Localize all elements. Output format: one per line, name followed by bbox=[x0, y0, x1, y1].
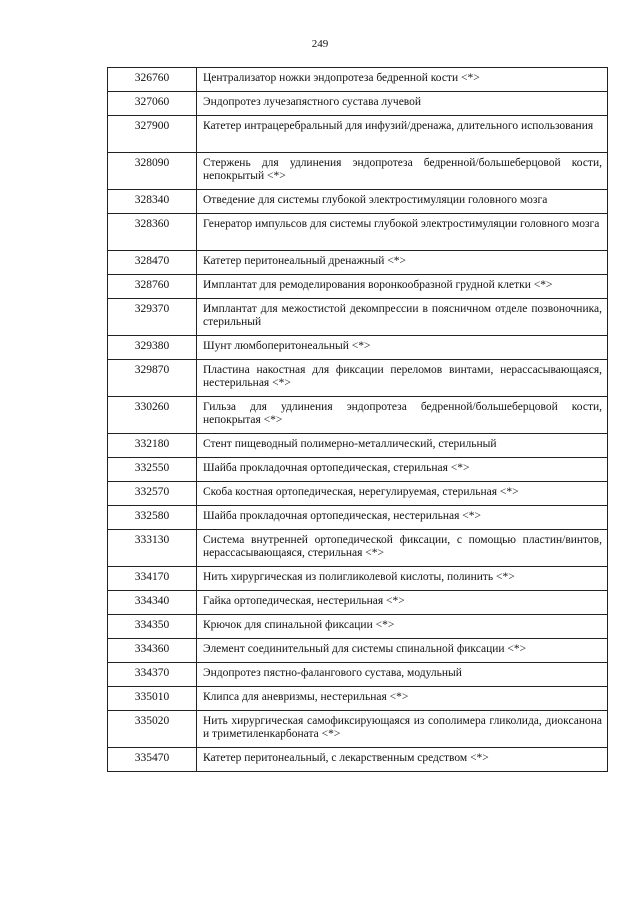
table-row bbox=[108, 530, 608, 567]
page-number: 249 bbox=[311, 38, 329, 50]
row-code: 329380 bbox=[108, 336, 197, 360]
row-code: 335470 bbox=[108, 748, 197, 772]
table-row bbox=[108, 275, 608, 299]
table-row bbox=[108, 116, 608, 153]
row-code: 334170 bbox=[108, 567, 197, 591]
table-row bbox=[108, 748, 608, 772]
row-name: Имплантат для ремоделирования воронкообразной грудной клетки <*> bbox=[197, 275, 608, 299]
row-name: Пластина накостная для фиксации переломов винтами, нерассасывающаяся, нестерильная <*> bbox=[197, 360, 608, 397]
table-row bbox=[108, 336, 608, 360]
row-code: 328340 bbox=[108, 190, 197, 214]
row-name: Катетер перитонеальный дренажный <*> bbox=[197, 251, 608, 275]
row-code: 332570 bbox=[108, 482, 197, 506]
row-name: Отведение для системы глубокой электростимуляции головного мозга bbox=[197, 190, 608, 214]
row-name: Нить хирургическая из полигликолевой кислоты, полинить <*> bbox=[197, 567, 608, 591]
row-name: Шунт люмбоперитонеальный <*> bbox=[197, 336, 608, 360]
table-row bbox=[108, 711, 608, 748]
table-row bbox=[108, 482, 608, 506]
row-code: 334350 bbox=[108, 615, 197, 639]
table-row bbox=[108, 639, 608, 663]
row-code: 335020 bbox=[108, 711, 197, 748]
table-row bbox=[108, 214, 608, 251]
row-name: Катетер интрацеребральный для инфузий/дренажа, длительного использования bbox=[197, 116, 608, 153]
table-row bbox=[108, 663, 608, 687]
row-code: 330260 bbox=[108, 397, 197, 434]
table-row bbox=[108, 299, 608, 336]
row-name: Шайба прокладочная ортопедическая, нестерильная <*> bbox=[197, 506, 608, 530]
row-name: Скоба костная ортопедическая, нерегулируемая, стерильная <*> bbox=[197, 482, 608, 506]
table-row bbox=[108, 567, 608, 591]
row-name: Шайба прокладочная ортопедическая, стерильная <*> bbox=[197, 458, 608, 482]
row-name: Катетер перитонеальный, с лекарственным средством <*> bbox=[197, 748, 608, 772]
row-name: Гильза для удлинения эндопротеза бедренной/большеберцовой кости, непокрытая <*> bbox=[197, 397, 608, 434]
row-code: 332580 bbox=[108, 506, 197, 530]
row-code: 334340 bbox=[108, 591, 197, 615]
row-name: Элемент соединительный для системы спинальной фиксации <*> bbox=[197, 639, 608, 663]
row-code: 329370 bbox=[108, 299, 197, 336]
row-code: 333130 bbox=[108, 530, 197, 567]
row-code: 328470 bbox=[108, 251, 197, 275]
table-row bbox=[108, 360, 608, 397]
row-name: Стержень для удлинения эндопротеза бедренной/большеберцовой кости, непокрытый <*> bbox=[197, 153, 608, 190]
table-row bbox=[108, 506, 608, 530]
row-code: 328760 bbox=[108, 275, 197, 299]
row-name: Гайка ортопедическая, нестерильная <*> bbox=[197, 591, 608, 615]
table-row bbox=[108, 251, 608, 275]
row-name: Генератор импульсов для системы глубокой электростимуляции головного мозга bbox=[197, 214, 608, 251]
row-name: Централизатор ножки эндопротеза бедренной кости <*> bbox=[197, 68, 608, 92]
row-name: Имплантат для межостистой декомпрессии в поясничном отделе позвоночника, стерильный bbox=[197, 299, 608, 336]
row-code: 334370 bbox=[108, 663, 197, 687]
table-row bbox=[108, 434, 608, 458]
row-code: 327060 bbox=[108, 92, 197, 116]
table-row bbox=[108, 92, 608, 116]
table-row bbox=[108, 190, 608, 214]
row-code: 326760 bbox=[108, 68, 197, 92]
row-code: 335010 bbox=[108, 687, 197, 711]
table-row bbox=[108, 615, 608, 639]
row-code: 328360 bbox=[108, 214, 197, 251]
row-code: 332180 bbox=[108, 434, 197, 458]
table-row bbox=[108, 68, 608, 92]
row-name: Нить хирургическая самофиксирующаяся из сополимера гликолида, диоксанона и триметиленкарбоната <*> bbox=[197, 711, 608, 748]
table-row bbox=[108, 591, 608, 615]
row-name: Стент пищеводный полимерно-металлический, стерильный bbox=[197, 434, 608, 458]
row-code: 332550 bbox=[108, 458, 197, 482]
row-code: 334360 bbox=[108, 639, 197, 663]
row-code: 328090 bbox=[108, 153, 197, 190]
row-name: Система внутренней ортопедической фиксации, с помощью пластин/винтов, нерассасывающаяся, стерильная <*> bbox=[197, 530, 608, 567]
row-code: 327900 bbox=[108, 116, 197, 153]
table-row bbox=[108, 458, 608, 482]
row-name: Эндопротез лучезапястного сустава лучевой bbox=[197, 92, 608, 116]
table-row bbox=[108, 397, 608, 434]
table-row bbox=[108, 687, 608, 711]
row-name: Крючок для спинальной фиксации <*> bbox=[197, 615, 608, 639]
row-name: Эндопротез пястно-фалангового сустава, модульный bbox=[197, 663, 608, 687]
table-row bbox=[108, 153, 608, 190]
device-code-table bbox=[107, 67, 608, 772]
row-name: Клипса для аневризмы, нестерильная <*> bbox=[197, 687, 608, 711]
row-code: 329870 bbox=[108, 360, 197, 397]
